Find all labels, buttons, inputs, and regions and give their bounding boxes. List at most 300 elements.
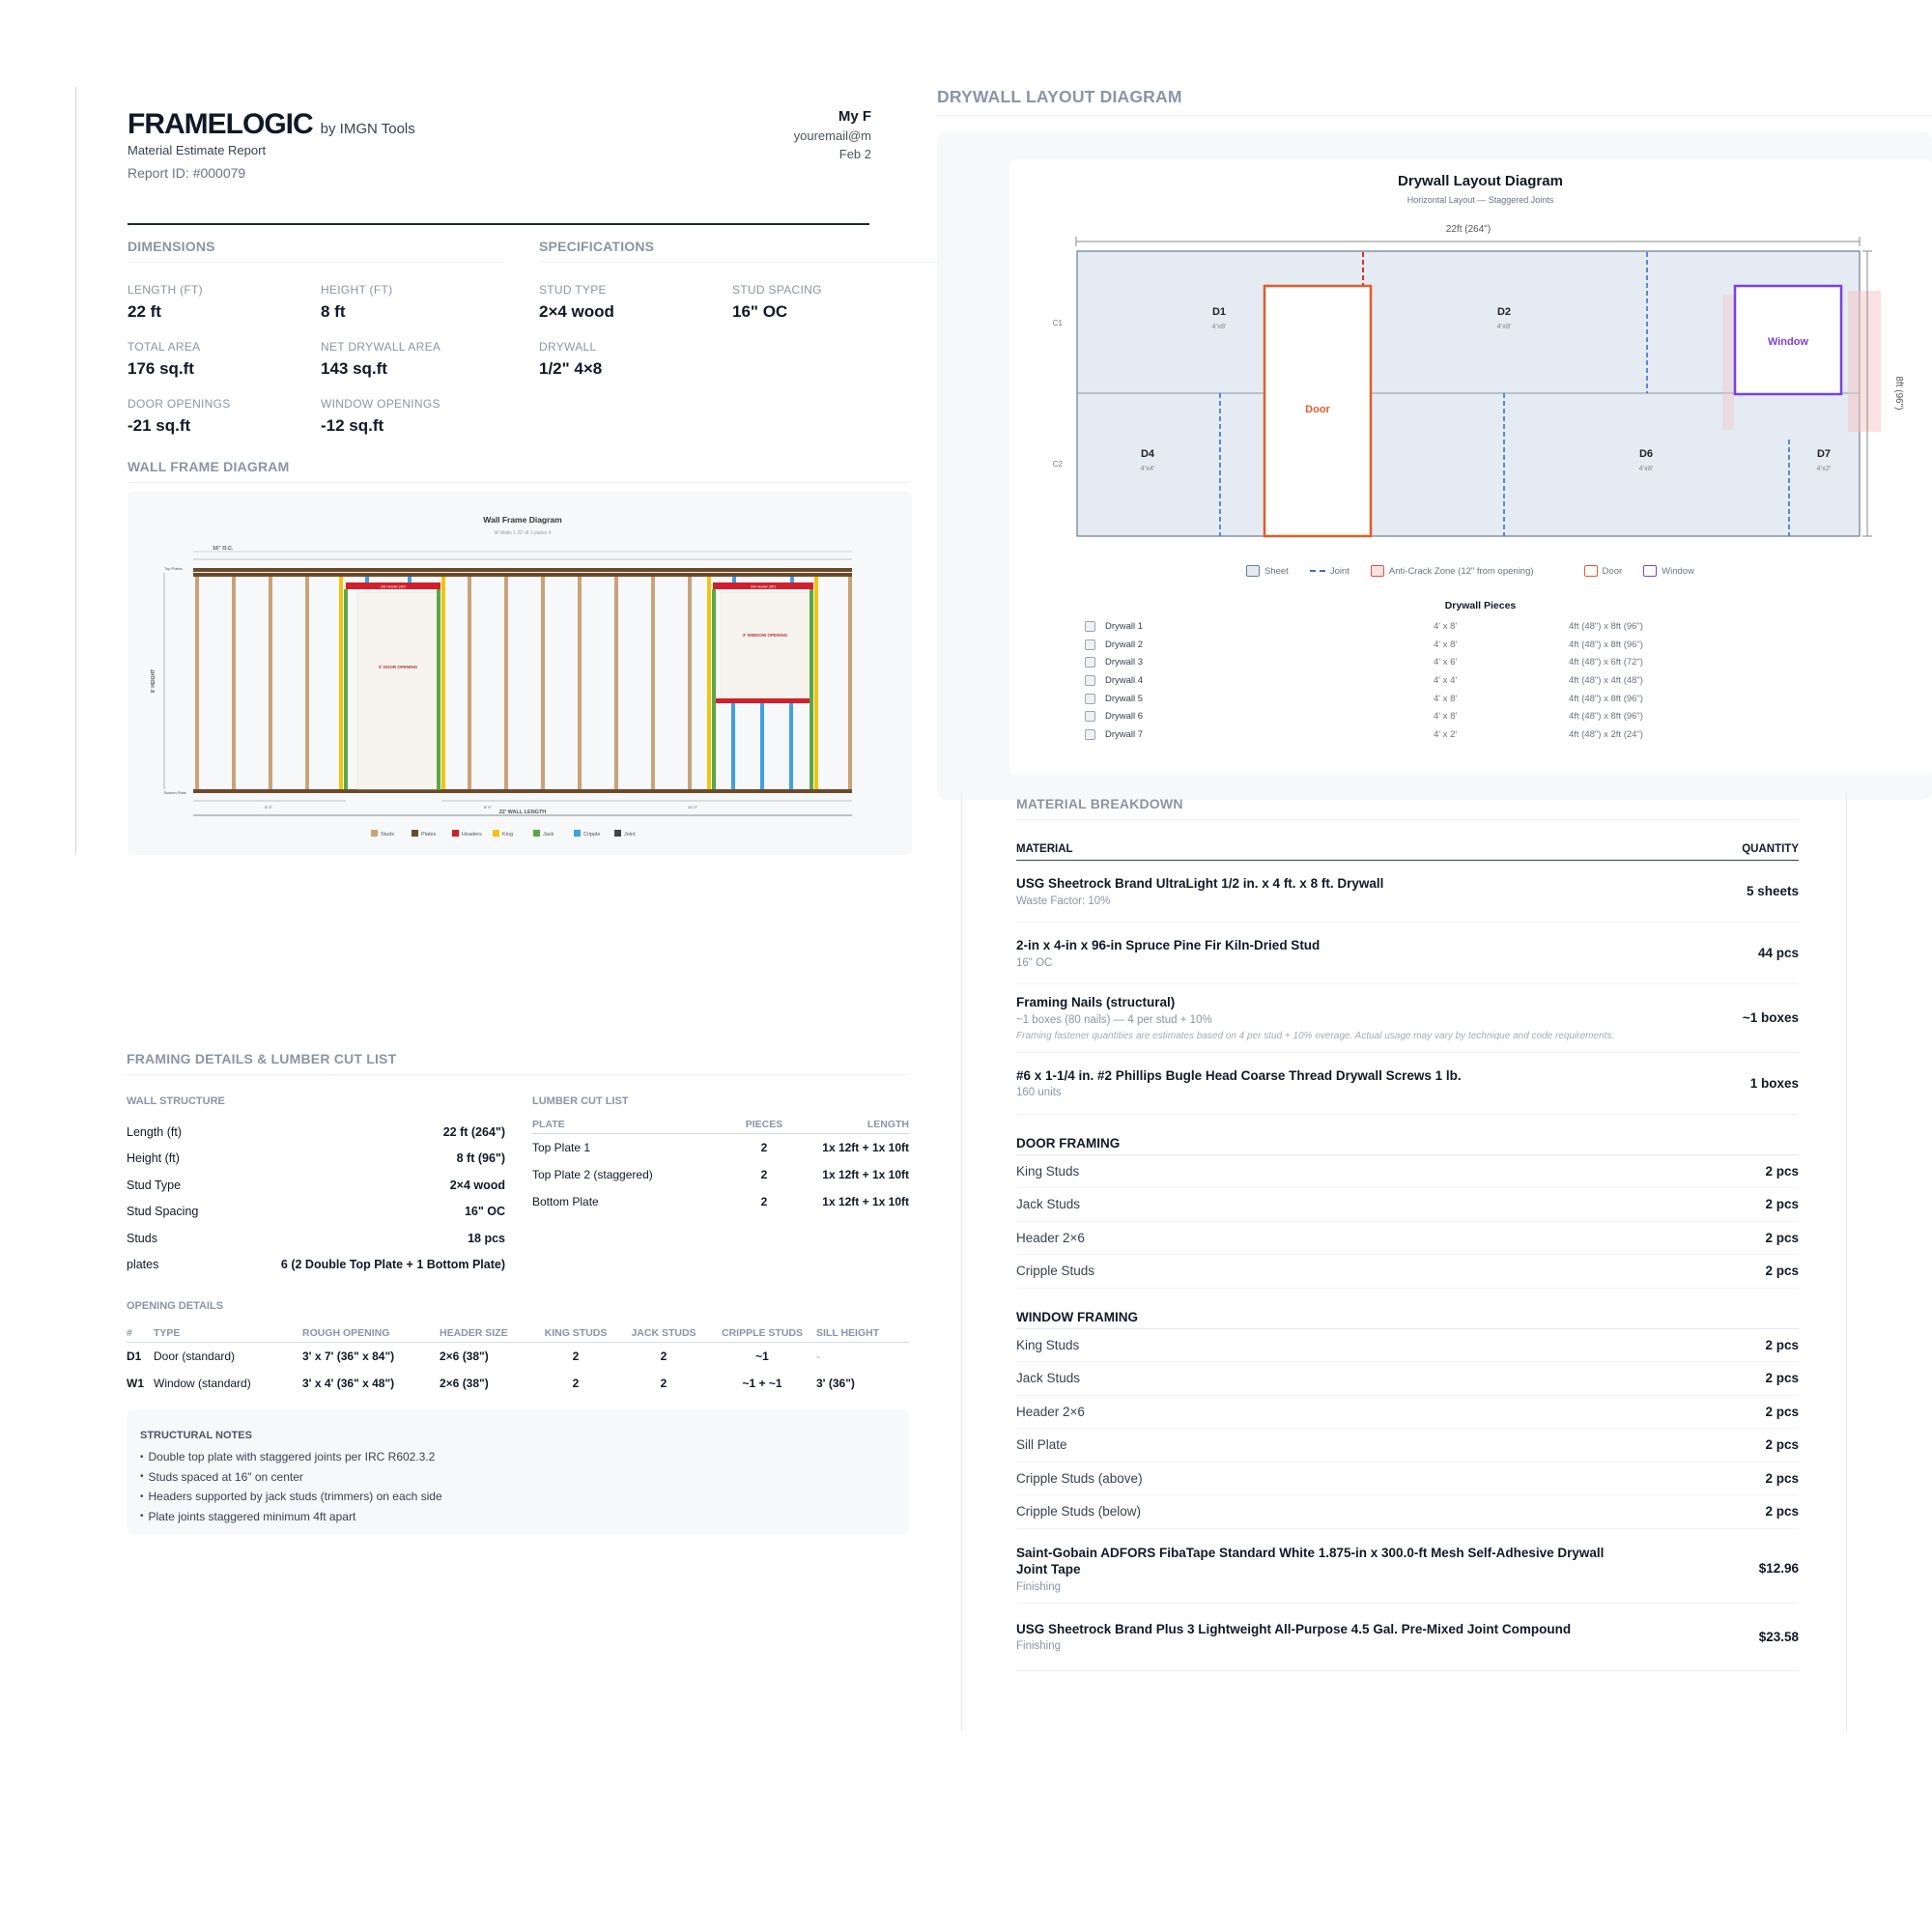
window-item-name: Cripple Studs (above): [1016, 1470, 1143, 1486]
wf-seg-right: 10' 0": [688, 805, 697, 810]
dimensions-section: [128, 239, 504, 436]
wf-legend-label-1: Plates: [421, 832, 437, 838]
drywall-section: [937, 87, 1932, 116]
wf-stud-2: [232, 577, 236, 789]
finishing-name: USG Sheetrock Brand Plus 3 Lightweight All-Purpose 4.5 Gal. Pre-Mixed Joint Compound: [1016, 1621, 1572, 1636]
wf-top-plate-1: [193, 568, 852, 572]
opening-cripple: ~1 + ~1: [742, 1377, 782, 1390]
structural-notes-title: STRUCTURAL NOTES: [140, 1430, 252, 1441]
wf-title: Wall Frame Diagram: [483, 515, 562, 525]
material-info: [1016, 994, 1614, 1042]
cut-plate: Top Plate 1: [532, 1141, 591, 1154]
company-info: [697, 108, 871, 161]
dw-sheet-d4: D4: [1140, 448, 1155, 460]
structural-note: [140, 1467, 895, 1488]
material-sub: ~1 boxes (80 nails) — 4 per stud + 10%: [1016, 1013, 1212, 1026]
wall-frame-title: WALL FRAME DIAGRAM: [128, 459, 910, 483]
wf-bottom-plate-label: Bottom Plate: [164, 790, 186, 795]
opening-jack: 2: [660, 1377, 668, 1390]
dw-door-label: Door: [1305, 404, 1330, 415]
opening-row: [127, 1370, 909, 1397]
opening-jack: 2: [660, 1350, 668, 1363]
material-page: [961, 792, 1847, 1731]
dw-piece-dims: 4ft (48") x 2ft (24"): [1569, 728, 1643, 740]
opening-header: 2×6 (38"): [440, 1350, 489, 1363]
col-quantity: QUANTITY: [1742, 843, 1799, 855]
wf-door-cripple-1: [365, 577, 369, 582]
wf-door-opening: [357, 592, 440, 789]
material-row: [1016, 1053, 1799, 1115]
wf-top-plate-2: [193, 573, 852, 577]
wf-door-king-left: [339, 577, 343, 789]
opening-col: JACK STUDS: [619, 1323, 708, 1343]
dw-piece-dims: 4ft (48") x 6ft (72"): [1569, 657, 1643, 668]
report-subtitle: Material Estimate Report: [128, 143, 267, 157]
structural-notes-list: [140, 1447, 895, 1526]
ws-label: plates: [127, 1258, 159, 1272]
specifications-title: SPECIFICATIONS: [539, 239, 945, 263]
report-date: Feb 2: [838, 147, 871, 161]
wf-win-top-cripple-1: [732, 577, 736, 582]
opening-rough: 3' x 7' (36" x 84"): [302, 1350, 395, 1363]
dw-anti-crack-window-right: [1848, 291, 1881, 432]
spec-drywall: DRYWALL 1/2" 4×8: [539, 340, 603, 378]
finishing-items: [1016, 1535, 1799, 1671]
wf-cripple-2: [760, 703, 764, 789]
wf-legend-swatch-4: [533, 830, 540, 837]
opening-col: ROUGH OPENING: [302, 1323, 440, 1343]
brand-logo: FRAMELOGIC: [128, 108, 313, 140]
wf-legend-label-3: King: [502, 832, 514, 838]
window-item-qty: 2 pcs: [1765, 1371, 1799, 1386]
dw-height-label: 8ft (96"): [1893, 376, 1904, 411]
wf-legend-label-2: Headers: [462, 832, 482, 838]
drywall-subtitle: Horizontal Layout — Staggered Joints: [1406, 195, 1554, 205]
dw-piece-size: 4' x 6': [1434, 657, 1458, 668]
window-framing-row: [1016, 1396, 1799, 1430]
ws-value: 2×4 wood: [449, 1178, 505, 1192]
wf-stud-1: [195, 577, 199, 789]
wf-stud-4: [305, 577, 309, 789]
dw-piece-dims: 4ft (48") x 4ft (48"): [1569, 674, 1643, 686]
dw-piece-name: Drywall 5: [1105, 693, 1144, 704]
opening-col: HEADER SIZE: [440, 1323, 532, 1343]
wf-door-jack-right: [437, 589, 440, 789]
door-framing-row: [1016, 1222, 1799, 1256]
window-item-qty: 2 pcs: [1765, 1504, 1799, 1520]
wall-structure-row: [127, 1199, 505, 1226]
brand-by: by IMGN Tools: [320, 121, 415, 137]
cut-length: 1x 12ft + 1x 10ft: [822, 1168, 909, 1181]
dw-piece-checkbox[interactable]: [1085, 694, 1095, 704]
drywall-card: [1009, 159, 1932, 775]
material-content: [1016, 792, 1799, 1671]
opening-details-title: OPENING DETAILS: [127, 1300, 224, 1312]
material-info: [1016, 1067, 1462, 1099]
cut-row: [532, 1188, 909, 1215]
dw-piece-row: [1085, 671, 1761, 690]
dw-legend-anti-crack: Anti-Crack Zone (12" from opening): [1371, 565, 1534, 577]
door-item-name: Jack Studs: [1016, 1197, 1081, 1212]
ws-value: 8 ft (96"): [456, 1151, 505, 1166]
door-item-qty: 2 pcs: [1765, 1163, 1799, 1179]
dw-sheet-d2: D2: [1496, 306, 1512, 318]
door-item-name: Header 2×6: [1016, 1230, 1085, 1245]
window-item-name: King Studs: [1016, 1337, 1080, 1352]
opening-type: Window (standard): [154, 1377, 251, 1390]
window-framing-row: [1016, 1495, 1799, 1529]
wf-seg-left: 8' 0": [265, 805, 272, 810]
dw-row-c2: C2: [1052, 460, 1063, 469]
door-item-name: Cripple Studs: [1016, 1264, 1095, 1279]
note-text: Double top plate with staggered joints per IRC R602.3.2: [148, 1450, 436, 1464]
company-email: youremail@m: [793, 128, 871, 143]
dw-sheet-d1-size: 4'x8': [1211, 322, 1227, 330]
dw-piece-checkbox[interactable]: [1085, 711, 1095, 722]
door-item-name: King Studs: [1016, 1163, 1080, 1179]
dw-piece-name: Drywall 3: [1105, 657, 1144, 668]
dw-legend-joint: Joint: [1310, 566, 1350, 577]
window-framing-row: [1016, 1463, 1799, 1496]
report-page-1: [75, 87, 912, 855]
dim-window-openings: WINDOW OPENINGS -12 sq.ft: [321, 397, 440, 435]
wf-legend-swatch-6: [614, 830, 621, 837]
material-row: [1016, 984, 1799, 1053]
structural-note: [140, 1507, 895, 1527]
dw-sheet-d6: D6: [1638, 448, 1654, 460]
opening-id: D1: [127, 1350, 142, 1363]
spec-stud-type: STUD TYPE 2×4 wood: [539, 283, 614, 321]
opening-row: [127, 1343, 909, 1371]
wall-frame-svg: [128, 492, 912, 855]
window-framing-title: WINDOW FRAMING: [1016, 1310, 1799, 1329]
lumber-cut-title: LUMBER CUT LIST: [532, 1095, 629, 1107]
dw-piece-size: 4' x 8': [1434, 693, 1458, 704]
note-text: Plate joints staggered minimum 4ft apart: [148, 1509, 356, 1523]
wf-legend: [371, 830, 636, 838]
door-item-qty: 2 pcs: [1765, 1197, 1799, 1212]
dw-row-c1: C1: [1052, 319, 1063, 327]
window-item-qty: 2 pcs: [1765, 1470, 1799, 1486]
window-item-name: Cripple Studs (below): [1016, 1504, 1142, 1520]
drywall-section-title: DRYWALL LAYOUT DIAGRAM: [937, 87, 1932, 116]
wf-door-header-label: 2x6 Header (36"): [380, 584, 407, 589]
opening-col: KING STUDS: [532, 1323, 619, 1343]
wf-height-label: 8' HEIGHT: [151, 668, 156, 694]
wf-cripple-3: [789, 703, 793, 789]
lumber-cut-table: [532, 1115, 909, 1215]
material-sub: Waste Factor: 10%: [1016, 895, 1111, 907]
dw-piece-size: 4' x 8': [1434, 620, 1458, 632]
ws-value: 22 ft (264"): [442, 1124, 505, 1139]
window-item-qty: 2 pcs: [1765, 1437, 1799, 1453]
spec-stud-spacing: STUD SPACING 16" OC: [732, 283, 822, 321]
material-sub: 16" OC: [1016, 956, 1053, 969]
wf-legend-swatch-3: [493, 830, 499, 837]
wf-window-king-left: [707, 577, 711, 789]
wf-window-jack-right: [810, 589, 813, 789]
dim-door-openings: DOOR OPENINGS -21 sq.ft: [128, 397, 231, 435]
material-info: [1016, 937, 1320, 969]
header-block: [128, 108, 942, 228]
specifications-section: [539, 239, 945, 379]
dw-sheet-d2-size: 4'x8': [1496, 322, 1512, 330]
dw-piece-size: 4' x 2': [1434, 728, 1458, 740]
dw-piece-checkbox[interactable]: [1085, 639, 1095, 650]
drywall-title: Drywall Layout Diagram: [1398, 173, 1563, 189]
wf-window-header-label: 2x6 Header (36"): [750, 584, 777, 589]
material-sub: 160 units: [1016, 1087, 1062, 1099]
door-framing-row: [1016, 1188, 1799, 1222]
finishing-info: [1016, 1545, 1634, 1593]
dw-legend-sheet: Sheet: [1246, 565, 1289, 577]
wf-legend-swatch-5: [574, 830, 581, 837]
cut-length: 1x 12ft + 1x 10ft: [822, 1141, 909, 1154]
material-row: [1016, 861, 1799, 923]
dw-piece-name: Drywall 2: [1105, 639, 1144, 650]
wf-stud-9: [614, 577, 618, 789]
window-item-name: Jack Studs: [1016, 1371, 1081, 1386]
window-item-qty: 2 pcs: [1765, 1337, 1799, 1352]
drywall-svg: [1009, 159, 1932, 565]
wf-legend-label-4: Jack: [543, 832, 554, 838]
opening-type: Door (standard): [154, 1350, 236, 1363]
dimensions-title: DIMENSIONS: [128, 239, 504, 263]
dw-piece-size: 4' x 8': [1434, 639, 1458, 650]
cut-row: [532, 1134, 909, 1162]
material-info: [1016, 875, 1383, 907]
ws-value: 6 (2 Double Top Plate + 1 Bottom Plate): [280, 1258, 505, 1272]
wall-structure-row: [127, 1252, 505, 1279]
wf-door-cripple-2: [408, 577, 412, 582]
cut-col-plate: PLATE: [532, 1115, 735, 1134]
wf-seg-mid: 8' 0": [484, 805, 492, 810]
wf-stud-12: [848, 577, 852, 789]
finishing-name: Saint-Gobain ADFORS FibaTape Standard White 1.875-in x 300.0-ft Mesh Self-Adhesive Drywall Joint Tape: [1016, 1545, 1605, 1577]
dw-piece-checkbox[interactable]: [1085, 729, 1095, 740]
window-framing-items: [1016, 1329, 1799, 1529]
structural-note: [140, 1487, 895, 1507]
door-framing-row: [1016, 1255, 1799, 1289]
bullet-icon: •: [140, 1451, 144, 1463]
wf-door-jack-left: [344, 589, 348, 789]
wall-frame-diagram: [128, 492, 912, 855]
material-items: [1016, 861, 1799, 1115]
dw-piece-dims: 4ft (48") x 8ft (96"): [1569, 620, 1643, 632]
dw-pieces-title: Drywall Pieces: [1444, 600, 1517, 611]
cut-col-pieces: PIECES: [735, 1115, 793, 1134]
material-name: #6 x 1-1/4 in. #2 Phillips Bugle Head Coarse Thread Drywall Screws 1 lb.: [1016, 1067, 1462, 1083]
wall-frame-section: [128, 459, 910, 483]
wf-legend-label-5: Cripple: [583, 832, 601, 838]
wall-structure: [127, 1095, 505, 1278]
wall-structure-title: WALL STRUCTURE: [127, 1095, 225, 1107]
dw-piece-row: [1085, 690, 1761, 708]
finishing-sub: Finishing: [1016, 1640, 1062, 1653]
wf-stud-11: [688, 577, 692, 789]
opening-rough: 3' x 4' (36" x 48"): [302, 1377, 395, 1390]
dw-piece-size: 4' x 8': [1434, 711, 1458, 723]
dw-legend-window: Window: [1643, 565, 1694, 577]
wf-window-label: 3' WINDOW OPENING: [742, 633, 788, 638]
wf-legend-swatch-2: [452, 830, 459, 837]
wf-subtitle: W Walls 1 22' dt 1 plates 4: [494, 530, 552, 536]
wf-legend-swatch-1: [412, 830, 418, 837]
bullet-icon: •: [140, 1471, 144, 1483]
wf-window-king-right: [814, 577, 818, 789]
finishing-info: [1016, 1621, 1571, 1653]
report-id: Report ID: #000079: [128, 165, 246, 181]
cut-plate: Bottom Plate: [532, 1195, 599, 1208]
wf-stud-3: [269, 577, 272, 789]
ws-label: Height (ft): [127, 1151, 180, 1166]
cut-pieces: 2: [760, 1195, 768, 1208]
dw-sheet-d7-size: 4'x2': [1816, 464, 1832, 472]
wf-cripple-1: [731, 703, 735, 789]
dim-net-drywall: NET DRYWALL AREA 143 sq.ft: [321, 340, 441, 378]
cut-col-length: LENGTH: [793, 1115, 909, 1134]
wall-structure-rows: [127, 1119, 505, 1278]
col-material: MATERIAL: [1016, 843, 1073, 855]
dim-total-area: TOTAL AREA 176 sq.ft: [128, 340, 201, 378]
wf-window-jack-left: [712, 589, 716, 789]
opening-details: [127, 1300, 909, 1397]
wf-legend-label-0: Studs: [381, 832, 395, 838]
dw-piece-dims: 4ft (48") x 8ft (96"): [1569, 639, 1643, 650]
dw-piece-name: Drywall 1: [1105, 620, 1144, 632]
dim-height: HEIGHT (FT) 8 ft: [321, 283, 393, 321]
ws-label: Studs: [127, 1231, 157, 1245]
wf-win-top-cripple-2: [790, 577, 794, 582]
material-row: [1016, 923, 1799, 984]
opening-king: 2: [572, 1377, 580, 1390]
window-item-name: Sill Plate: [1016, 1437, 1067, 1453]
opening-table: [127, 1323, 909, 1397]
wf-bottom-plate: [193, 789, 852, 793]
cut-length: 1x 12ft + 1x 10ft: [822, 1195, 909, 1208]
wf-door-label: 3' DOOR OPENING: [378, 665, 418, 669]
door-framing-row: [1016, 1155, 1799, 1189]
opening-sill: -: [816, 1350, 820, 1363]
opening-sill: 3' (36"): [816, 1377, 855, 1390]
dim-length: LENGTH (FT) 22 ft: [128, 283, 203, 321]
wf-stud-10: [651, 577, 655, 789]
framing-section: [127, 1051, 909, 1523]
window-framing-row: [1016, 1429, 1799, 1463]
dw-sheet-d7: D7: [1816, 448, 1832, 460]
ws-label: Length (ft): [127, 1124, 182, 1139]
dw-legend-door: Door: [1584, 565, 1623, 577]
ws-label: Stud Type: [127, 1178, 182, 1192]
dw-legend: [1246, 565, 1826, 577]
window-framing-row: [1016, 1362, 1799, 1396]
opening-king: 2: [572, 1350, 580, 1363]
material-note: Framing fastener quantities are estimates based on 4 per stud + 10% overage. Actual usage may vary by technique and code requirements.: [1016, 1030, 1615, 1041]
material-title: MATERIAL BREAKDOWN: [1016, 792, 1799, 820]
dw-piece-dims: 4ft (48") x 8ft (96"): [1569, 693, 1643, 704]
ws-label: Stud Spacing: [127, 1205, 199, 1219]
material-qty: 5 sheets: [1746, 884, 1799, 898]
wf-window-opening: [721, 592, 810, 698]
dw-piece-checkbox[interactable]: [1085, 657, 1095, 668]
header-divider: [128, 223, 869, 225]
finishing-price: $12.96: [1758, 1561, 1799, 1577]
dw-piece-row: [1085, 617, 1761, 636]
wf-length-label: 22' WALL LENGTH: [498, 810, 547, 815]
wf-stud-7: [541, 577, 545, 789]
bullet-icon: •: [140, 1511, 144, 1522]
structural-notes: [127, 1410, 909, 1534]
structural-note: [140, 1447, 895, 1467]
dw-piece-dims: 4ft (48") x 8ft (96"): [1569, 711, 1643, 723]
door-framing-items: [1016, 1155, 1799, 1289]
material-name: Framing Nails (structural): [1016, 995, 1176, 1009]
opening-id: W1: [127, 1377, 144, 1390]
bullet-icon: •: [140, 1491, 144, 1502]
opening-cripple: ~1: [755, 1350, 769, 1363]
wf-door-king-right: [441, 577, 445, 789]
wall-structure-row: [127, 1225, 505, 1252]
wf-legend-label-6: Joint: [624, 832, 636, 838]
opening-col: TYPE: [154, 1323, 302, 1343]
dw-piece-size: 4' x 4': [1434, 674, 1458, 686]
cut-plate: Top Plate 2 (staggered): [532, 1168, 653, 1181]
dw-piece-checkbox[interactable]: [1085, 621, 1095, 632]
company-name: My F: [838, 108, 871, 125]
dw-sheet-d1: D1: [1211, 306, 1227, 318]
wf-window-sill: [713, 698, 813, 703]
door-item-qty: 2 pcs: [1765, 1230, 1799, 1245]
finishing-row: [1016, 1604, 1799, 1671]
door-framing-title: DOOR FRAMING: [1016, 1136, 1799, 1155]
drywall-panel: [937, 131, 1932, 800]
dw-pieces-list: [1085, 617, 1761, 744]
dw-anti-crack-window-left: [1722, 295, 1734, 430]
material-name: 2-in x 4-in x 96-in Spruce Pine Fir Kiln-Dried Stud: [1016, 938, 1321, 953]
cut-row: [532, 1161, 909, 1188]
dw-window-label: Window: [1767, 336, 1809, 348]
opening-header: 2×6 (38"): [440, 1377, 489, 1390]
dw-piece-row: [1085, 725, 1761, 744]
window-item-qty: 2 pcs: [1765, 1404, 1799, 1419]
door-item-qty: 2 pcs: [1765, 1264, 1799, 1279]
wall-structure-row: [127, 1119, 505, 1146]
cut-pieces: 2: [760, 1168, 768, 1181]
material-header: [1016, 843, 1799, 861]
wf-stud-6: [504, 577, 508, 789]
dw-piece-row: [1085, 636, 1761, 654]
dw-sheet-d6-size: 4'x8': [1638, 464, 1654, 472]
window-item-name: Header 2×6: [1016, 1404, 1085, 1419]
wall-structure-row: [127, 1146, 505, 1173]
dw-piece-name: Drywall 4: [1105, 674, 1144, 686]
dw-piece-checkbox[interactable]: [1085, 675, 1095, 686]
opening-col: #: [127, 1323, 154, 1343]
wall-structure-row: [127, 1172, 505, 1199]
finishing-price: $23.58: [1758, 1629, 1799, 1644]
dw-piece-name: Drywall 7: [1105, 728, 1144, 740]
framing-title: FRAMING DETAILS & LUMBER CUT LIST: [127, 1051, 909, 1075]
material-qty: 44 pcs: [1757, 946, 1799, 960]
opening-col: SILL HEIGHT: [816, 1323, 909, 1343]
ws-value: 18 pcs: [468, 1231, 505, 1245]
cut-pieces: 2: [760, 1141, 768, 1154]
dw-width-label: 22ft (264"): [1445, 224, 1492, 235]
dw-piece-row: [1085, 707, 1761, 725]
dw-piece-row: [1085, 653, 1761, 671]
dw-sheet-d4-size: 4'x4': [1140, 464, 1155, 472]
material-name: USG Sheetrock Brand UltraLight 1/2 in. x 4 ft. x 8 ft. Drywall: [1016, 876, 1384, 892]
